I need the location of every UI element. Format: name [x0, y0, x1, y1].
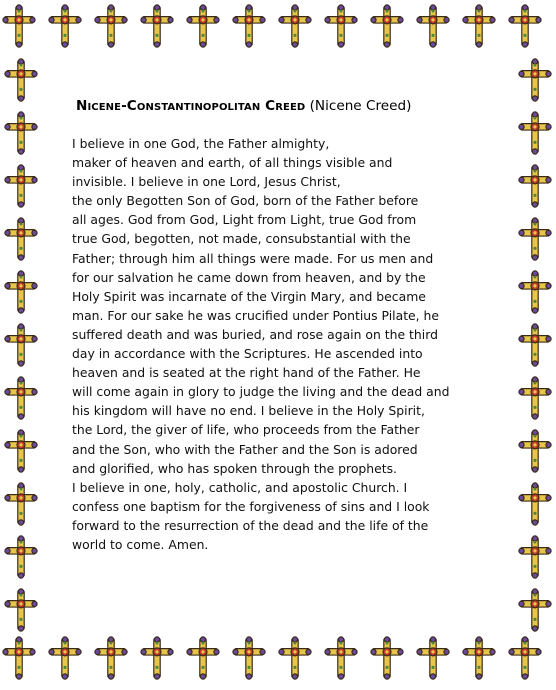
ornate-cross-icon — [2, 636, 36, 680]
ornate-cross-icon — [232, 4, 266, 48]
creed-subtitle: (Nicene Creed) — [309, 98, 412, 114]
ornate-cross-icon — [370, 4, 404, 48]
ornate-cross-icon — [518, 482, 552, 526]
creed-line: forward to the resurrection of the dead and the life of the — [72, 517, 429, 533]
creed-line: day in accordance with the Scriptures. He ascended into — [72, 346, 423, 362]
ornate-cross-icon — [518, 111, 552, 155]
ornate-cross-icon — [416, 4, 450, 48]
creed-line: invisible. I believe in one Lord, Jesus Christ, — [72, 174, 341, 190]
creed-line: I believe in one, holy, catholic, and apostolic Church. I — [72, 479, 408, 495]
ornate-cross-icon — [518, 217, 552, 261]
creed-line: I believe in one God, the Father almighty, — [72, 136, 330, 151]
ornate-cross-icon — [4, 58, 38, 102]
creed-line: Father; through him all things were made. For us men and — [72, 250, 434, 266]
ornate-cross-icon — [518, 164, 552, 208]
ornate-cross-icon — [4, 429, 38, 473]
ornate-cross-icon — [140, 4, 174, 48]
creed-line: the Lord, the giver of life, who proceeds from the Father — [72, 422, 420, 438]
creed-line: man. For our sake he was crucified under Pontius Pilate, he — [72, 307, 440, 323]
ornate-cross-icon — [48, 636, 82, 680]
ornate-cross-icon — [4, 111, 38, 155]
ornate-cross-icon — [2, 4, 36, 48]
ornate-cross-icon — [4, 588, 38, 632]
ornate-cross-icon — [508, 636, 542, 680]
ornate-cross-icon — [518, 535, 552, 579]
page-title — [76, 98, 496, 114]
ornate-cross-icon — [186, 4, 220, 48]
creed-line: will come again in glory to judge the living and the dead and — [72, 384, 450, 400]
ornate-cross-icon — [140, 636, 174, 680]
ornate-cross-icon — [518, 58, 552, 102]
ornate-cross-icon — [508, 4, 542, 48]
ornate-cross-icon — [324, 636, 358, 680]
ornate-cross-icon — [94, 4, 128, 48]
creed-title: Nicene-Constantinopolitan Creed — [76, 98, 306, 114]
creed-line: confess one baptism for the forgiveness of sins and I look — [72, 498, 430, 514]
ornate-cross-icon — [518, 588, 552, 632]
creed-line: Holy Spirit was incarnate of the Virgin Mary, and became — [72, 288, 426, 304]
ornate-cross-icon — [518, 270, 552, 314]
creed-line: his kingdom will have no end. I believe in the Holy Spirit, — [72, 403, 425, 419]
ornate-cross-icon — [462, 4, 496, 48]
ornate-cross-icon — [186, 636, 220, 680]
creed-line: all ages. God from God, Light from Light, true God from — [72, 212, 417, 228]
creed-line: for our salvation he came down from heaven, and by the — [72, 269, 426, 285]
creed-line: world to come. Amen. — [72, 536, 209, 552]
ornate-cross-icon — [4, 217, 38, 261]
ornate-cross-icon — [324, 4, 358, 48]
ornate-cross-icon — [4, 164, 38, 208]
creed-panel — [70, 93, 490, 603]
ornate-cross-icon — [278, 636, 312, 680]
ornate-cross-icon — [518, 323, 552, 367]
ornate-cross-icon — [4, 323, 38, 367]
ornate-cross-icon — [4, 535, 38, 579]
ornate-cross-icon — [370, 636, 404, 680]
ornate-cross-icon — [4, 376, 38, 420]
ornate-cross-icon — [416, 636, 450, 680]
creed-line: maker of heaven and earth, of all things visible and — [72, 155, 393, 171]
creed-line: true God, begotten, not made, consubstantial with the — [72, 231, 411, 247]
ornate-cross-icon — [518, 376, 552, 420]
creed-text — [72, 134, 498, 554]
creed-line: suffered death and was buried, and rose again on the third — [72, 326, 438, 342]
ornate-cross-icon — [278, 4, 312, 48]
ornate-cross-icon — [232, 636, 266, 680]
creed-line: heaven and is seated at the right hand of the Father. He — [72, 365, 421, 381]
ornate-cross-icon — [518, 429, 552, 473]
ornate-cross-icon — [4, 482, 38, 526]
ornate-cross-icon — [4, 270, 38, 314]
creed-line: the only Begotten Son of God, born of the Father before — [72, 193, 419, 209]
creed-line: and glorified, who has spoken through the prophets. — [72, 460, 397, 476]
ornate-cross-icon — [462, 636, 496, 680]
ornate-cross-icon — [94, 636, 128, 680]
ornate-cross-icon — [48, 4, 82, 48]
creed-line: and the Son, who with the Father and the Son is adored — [72, 441, 418, 457]
